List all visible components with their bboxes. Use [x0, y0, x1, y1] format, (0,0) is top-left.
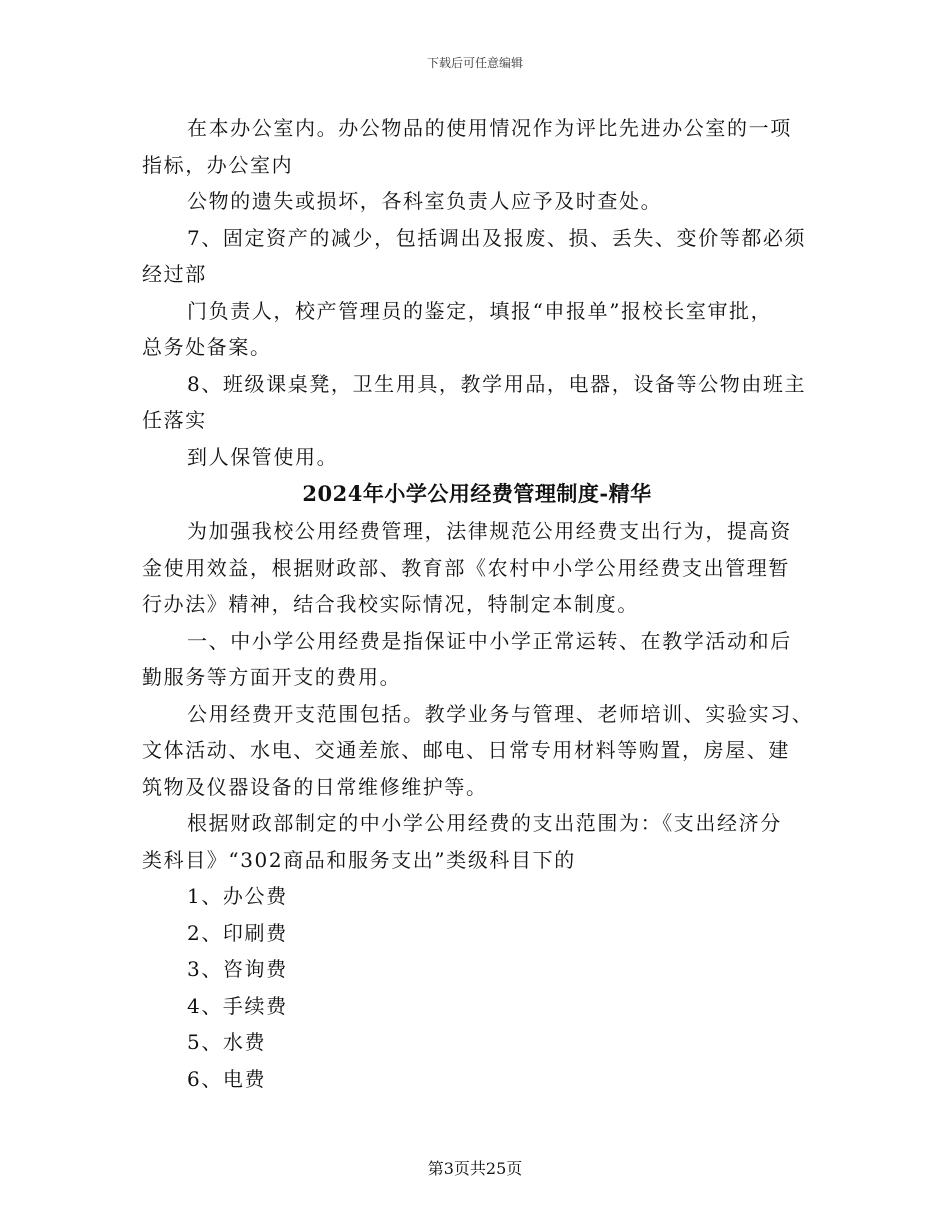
paragraph-line: 经过部	[142, 262, 207, 286]
paragraph-line: 一、中小学公用经费是指保证中小学正常运转、在教学活动和后	[187, 628, 792, 653]
paragraph-line: 指标，办公室内	[142, 152, 294, 177]
paragraph-line: 任落实	[142, 408, 207, 432]
paragraph-line: 公物的遗失或损坏，各科室负责人应予及时查处。	[187, 189, 663, 213]
paragraph-line: 7、固定资产的减少，包括调出及报废、损、丢失、变价等都必须	[187, 225, 807, 250]
paragraph-line: 8、班级课桌凳，卫生用具，教学用品，电器，设备等公物由班主	[187, 371, 807, 396]
section-title: 2024年小学公用经费管理制度-精华	[302, 481, 652, 506]
document-body	[142, 110, 814, 1097]
list-item: 3、咨询费	[187, 957, 288, 981]
paragraph-line: 公用经费开支范围包括。教学业务与管理、老师培训、实验实习、	[187, 701, 814, 726]
page-number: 第3页共25页	[427, 1159, 523, 1178]
page-header: 下载后可任意编辑	[426, 56, 523, 70]
list-item: 6、电费	[187, 1066, 267, 1091]
paragraph-line: 为加强我校公用经费管理，法律规范公用经费支出行为，提高资	[187, 519, 792, 543]
paragraph-line: 在本办公室内。办公物品的使用情况作为评比先进办公室的一项	[187, 116, 792, 140]
paragraph-line: 筑物及仪器设备的日常维修维护等。	[142, 774, 488, 799]
paragraph-line: 金使用效益，根据财政部、教育部《农村中小学公用经费支出管理暂	[142, 555, 790, 580]
list-item: 4、手续费	[187, 993, 288, 1018]
list-item: 1、办公费	[187, 884, 288, 908]
paragraph-line: 总务处备案。	[142, 335, 272, 359]
paragraph-line: 根据财政部制定的中小学公用经费的支出范围为：《支出经济分	[187, 811, 782, 835]
paragraph-line: 到人保管使用。	[187, 444, 339, 469]
paragraph-line: 文体活动、水电、交通差旅、邮电、日常专用材料等购置，房屋、建	[142, 738, 790, 762]
paragraph-line: 勤服务等方面开支的费用。	[142, 665, 402, 689]
list-item: 2、印刷费	[187, 920, 288, 945]
paragraph-line: 行办法》精神，结合我校实际情况，特制定本制度。	[142, 592, 639, 616]
paragraph-line: 门负责人，校产管理员的鉴定，填报“申报单”报校长室审批，	[187, 298, 773, 323]
paragraph-line: 类科目》“302商品和服务支出”类级科目下的	[142, 847, 576, 872]
list-item: 5、水费	[187, 1030, 267, 1054]
